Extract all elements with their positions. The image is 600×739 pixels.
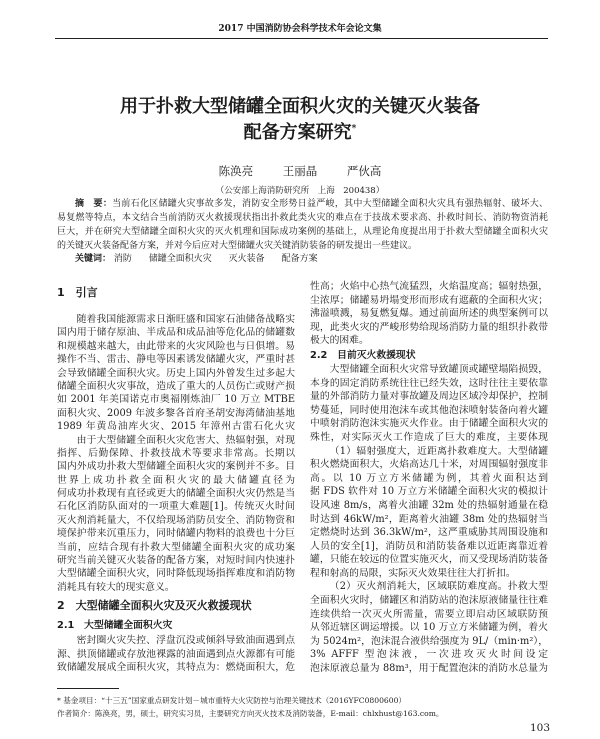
author: 王丽晶 — [282, 164, 318, 178]
paragraph — [57, 313, 295, 434]
footnote-rule — [57, 688, 119, 689]
title-line-1: 用于扑救大型储罐全面积火灾的关键灭火装备 — [120, 96, 480, 117]
paragraph — [310, 445, 548, 581]
text-line: 极大的困难。 — [310, 335, 369, 347]
text-line: 境保护带来沉重压力，同时储罐内物料的浪费也十分巨 — [57, 528, 295, 540]
text-line: 和规模越来越大，由此带来的火灾风险也与日俱增。易 — [57, 340, 295, 352]
text-line: 致储罐发展成全面积火灾，其特点为：燃烧面积大，危 — [57, 661, 295, 673]
subsection-heading: 2.1 大型储罐全面积火灾 — [57, 620, 173, 632]
abstract-label: 摘 要： — [75, 199, 113, 209]
text-line: 源、拱顶储罐或存放池裸露的油面遇到点火源都有可能 — [57, 648, 295, 660]
text-line: 由于大型储罐全面积火灾危害大、热辐射强，对现 — [76, 434, 295, 446]
text-line: 密封圈火灾失控、浮盘沉没或倾斜导致油面遇到点 — [76, 635, 295, 647]
text-line: 当前，应结合现有扑救大型储罐全面积火灾的成功案 — [57, 541, 295, 553]
text-line: 为 5024m²，泡沫混合液供给强度为 9L/（min·m²）， — [310, 635, 548, 647]
abstract-text: 当前石化区储罐火灾事故多发，消防安全形势日益严峻，其中大型储罐全面积火灾具有强热辐射、破坏大、 — [112, 199, 548, 209]
text-line: 势蔓延，同时使用泡沫车或其他泡沫喷射装备向着火罐 — [310, 404, 548, 416]
text-line: 定燃烧时达到 36.3kW/m²，这严重威胁其周围设施和 — [310, 527, 548, 539]
keywords — [57, 252, 548, 266]
text-line: 1989 年黄岛油库火灾、2015 年漳州古雷石化火灾 — [57, 421, 295, 433]
author: 陈涣亮 — [218, 164, 254, 178]
text-line: 泡沫原液总量为 88m³，用于配置泡沫的消防水总量为 — [310, 663, 548, 675]
text-line: 如 2001 年美国诺克市奥福刚炼油厂 10 万立 MTBE — [57, 394, 295, 406]
footnotes — [57, 694, 548, 720]
text-line: 连续供给一次灭火所需量，需要立即启动区域联防预 — [310, 608, 548, 620]
text-line: 指挥、后勤保障、扑救技战术等要求非常高。长期以 — [57, 447, 295, 459]
keyword: 灭火装备 — [228, 254, 265, 264]
text-line: 消耗具有较大的现实意义。 — [57, 581, 175, 593]
text-line: 程和射高的局限，实际灭火效果往往大打折扣。 — [310, 567, 516, 579]
abstract — [57, 197, 548, 253]
running-header: 2017 中国消防协会科学技术年会论文集 — [218, 24, 382, 34]
paragraph — [57, 434, 295, 595]
paragraph — [57, 634, 295, 674]
authors — [0, 163, 600, 179]
paragraph — [310, 580, 548, 675]
text-line: 罐，只能在较远的位置实施灭火，而又受现场消防装备 — [310, 554, 548, 566]
text-line: （2）灭火剂消耗大，区域联防难度高。扑救大型 — [329, 581, 548, 593]
abstract-line — [57, 225, 548, 239]
text-line: 设风速 8m/s，离着火油罐 32m 处的热辐射通量在稳 — [310, 499, 548, 511]
text-line: 时达到 46kW/m²，距离着火油罐 38m 处的热辐射当 — [310, 513, 548, 525]
text-line: 何成功扑救现有直径或更大的储罐全面积火灾仍然是当 — [57, 488, 295, 500]
keyword: 配备方案 — [281, 254, 318, 264]
text-line: 现，此类火灾的严峻形势给现场消防力量的组织扑救带 — [310, 321, 548, 333]
header-rule — [55, 38, 548, 39]
abstract-text: 的关键灭火装备配备方案，并对今后应对大型储罐火灾关键消防装备的研发提出一些建议。 — [57, 241, 418, 251]
title-line-2-text: 配备方案研究 — [243, 122, 352, 143]
keyword: 储罐全面积火灾 — [148, 254, 212, 264]
text-line: 殊性，对实际灭火工作造成了巨大的难度，主要体现 — [310, 431, 548, 443]
footnote-funding: * 基金项目：“十三五”国家重点研发计划－城市重特大火灾防控与治理关键技术（2016YFC0800600） — [57, 696, 406, 705]
section-heading: 2 大型储罐全面积火灾及灭火救援现状 — [57, 599, 252, 613]
text-line: 据 FDS 软件对 10 万立方米储罐全面积火灾的模拟计 — [310, 486, 548, 498]
paragraph — [310, 280, 548, 348]
left-column — [57, 283, 295, 674]
paragraph — [310, 363, 548, 445]
text-line: 储罐全面积火灾事故，造成了重大的人员伤亡或财产损 — [57, 380, 295, 392]
text-line: 研究当前关键灭火装备的配备方案，对短时间内快速扑 — [57, 555, 295, 567]
paper-title — [0, 95, 600, 144]
abstract-line — [57, 197, 548, 211]
text-line: 面积火灾、2009 年波多黎各首府圣胡安海湾储油基地 — [57, 407, 295, 419]
text-line: 世界上成功扑救全面积火灾的最大储罐直径为 — [57, 474, 295, 486]
text-line: 灭火剂消耗量大，不仅给现场消防员安全、消防物资和 — [57, 514, 295, 526]
page-number: 103 — [530, 722, 551, 734]
text-line: 大型储罐全面积火灾，同时降低现场指挥难度和消防物 — [57, 568, 295, 580]
text-line: 3% AFFF 型泡沫液，一次进攻灭火时间设定 — [310, 649, 548, 661]
subsection-heading: 2.2 目前灭火救援现状 — [310, 349, 416, 361]
text-line: 性高；火焰中心热气流猛烈，火焰温度高；辐射热强， — [310, 281, 548, 292]
text-line: 随着我国能源需求日渐旺盛和国家石油储备战略实 — [76, 314, 295, 325]
abstract-text: 巨大，并在研究大型储罐全面积火灾的灭火机理和国际成功案例的基础上，从理论角度提出用于扑救大型储罐全面积火灾 — [57, 227, 548, 237]
text-line: 中喷射消防泡沫实施灭火作业。由于储罐全面积火灾的 — [310, 418, 548, 430]
text-line: 大型储罐全面积火灾常导致罐顶或罐壁塌陷损毁， — [329, 363, 548, 375]
text-line: 量的外部消防力量对事故罐及周边区域冷却保护，控制 — [310, 391, 548, 403]
text-line: 国内用于储存原油、半成品和成品油等危化品的储罐数 — [57, 327, 295, 339]
keywords-label: 关键词： — [75, 254, 112, 264]
text-line: 从邻近辖区调运增援。以 10 万立方米储罐为例，着火 — [310, 622, 548, 634]
text-line: 沸溢喷溅，易复燃复爆。通过前面所述的典型案例可以 — [310, 308, 548, 320]
text-line: （1）辐射强度大，近距离扑救难度大。大型储罐 — [329, 445, 548, 457]
text-line: 本身的固定消防系统往往已经失效，这时往往主要依靠 — [310, 377, 548, 389]
section-heading: 1 引言 — [57, 286, 98, 299]
text-line: 会导致储罐全面积火灾。历史上国内外曾发生过多起大 — [57, 367, 295, 379]
text-line: 尘浓厚；储罐易坍塌变形而形成有遮蔽的全面积火灾； — [310, 294, 548, 306]
abstract-text: 易复燃等特点，本文结合当前消防灭火救援现状指出扑救此类火灾的难点在于技战术要求高、扑救时间长、消防物资消耗 — [57, 213, 548, 223]
text-line: 人员的安全[1]，消防员和消防装备难以近距离靠近着 — [310, 540, 548, 552]
text-line: 高。以 10 万立方米储罐为例，其着火面积达到 — [310, 472, 548, 484]
text-line: 国内外成功扑救大型储罐全面积火灾的案例并不多。目 — [57, 461, 295, 473]
keyword: 消防 — [113, 254, 132, 264]
affiliation: （公安部上海消防研究所 上海 200438） — [215, 186, 385, 196]
author: 严伙高 — [346, 164, 382, 178]
text-line: 操作不当、雷击、静电等因素诱发储罐火灾，严重时甚 — [57, 354, 295, 366]
title-line-2 — [0, 118, 600, 144]
footnote-author-bio: 作者简介：陈涣亮，男，硕士，研究实习员，主要研究方向灭火技术及消防装备，E-mail：chlxhust@163.com。 — [57, 709, 444, 718]
abstract-line — [57, 211, 548, 225]
text-line: 全面积火灾时，储罐区和消防站的泡沫原液储量往往难 — [310, 595, 548, 607]
funding-mark: * — [351, 124, 357, 134]
abstract-line — [57, 239, 548, 253]
right-column — [310, 280, 548, 676]
text-line: 积火燃烧面积大，火焰高达几十米，对周围辐射强度非 — [310, 459, 548, 471]
text-line: 石化区消防队面对的一项重大难题[1]。传统灭火时间 — [57, 501, 295, 513]
